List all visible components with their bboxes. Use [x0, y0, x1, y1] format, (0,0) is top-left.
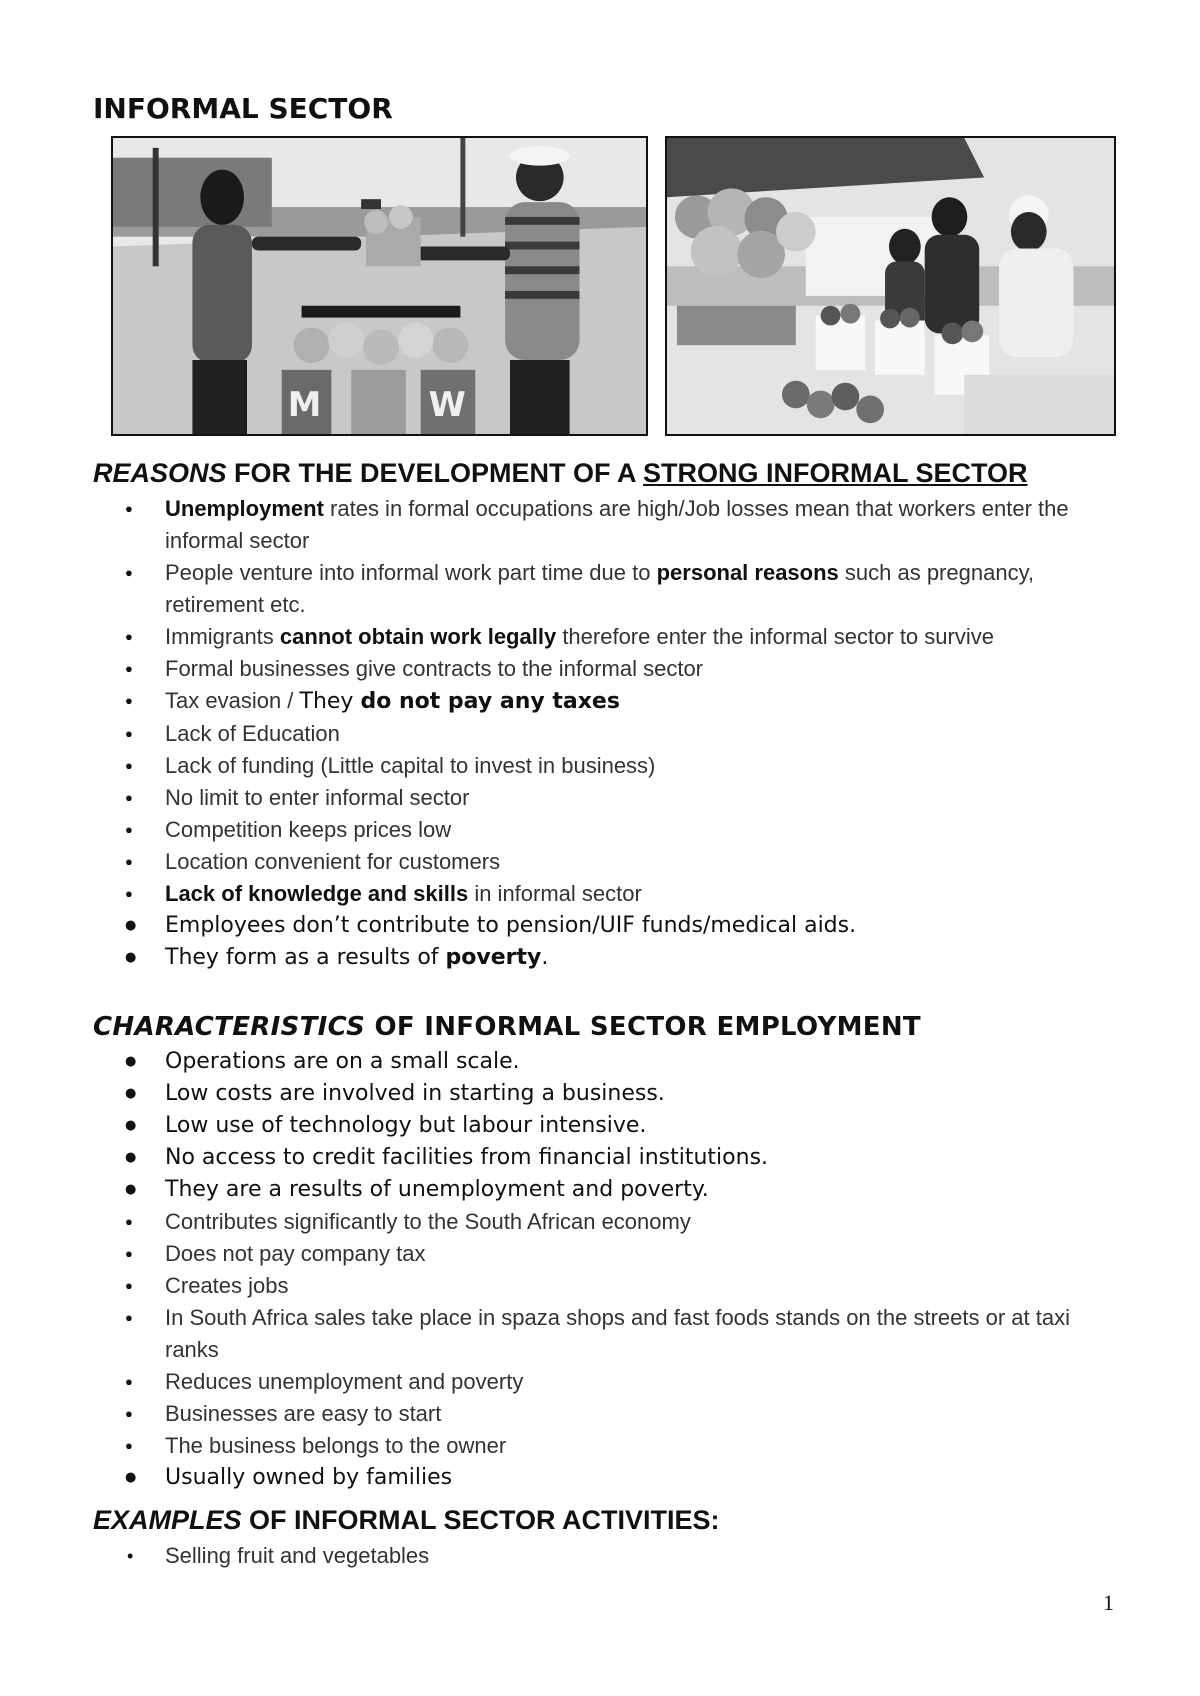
list-item: ● The business belongs to the owner — [0, 1430, 1105, 1462]
list-item: ● Immigrants cannot obtain work legally therefore enter the informal sector to survive — [0, 621, 1105, 653]
reasons-heading-middle: FOR THE DEVELOPMENT OF A — [226, 458, 644, 488]
page-title: INFORMAL SECTOR — [93, 92, 393, 125]
characteristics-list — [0, 1046, 1105, 1494]
list-item: ● No access to credit facilities from financial institutions. — [0, 1142, 1105, 1174]
characteristics-heading-rest: OF INFORMAL SECTOR EMPLOYMENT — [365, 1012, 921, 1042]
list-item: ● Contributes significantly to the South African economy — [0, 1206, 1105, 1238]
page-number: 1 — [1103, 1590, 1114, 1615]
market-stall-photo — [665, 136, 1116, 436]
examples-heading-rest: OF INFORMAL SECTOR ACTIVITIES: — [241, 1505, 720, 1535]
list-item: ● Operations are on a small scale. — [0, 1046, 1105, 1078]
reasons-heading-underlined: STRONG INFORMAL SECTOR — [643, 458, 1028, 488]
list-item: • Selling fruit and vegetables — [0, 1540, 1105, 1572]
list-item: ● Low costs are involved in starting a business. — [0, 1078, 1105, 1110]
list-item: ● Lack of knowledge and skills in informal sector — [0, 878, 1105, 910]
list-item: ● Unemployment rates in formal occupations are high/Job losses mean that workers enter the informal sector — [0, 493, 1105, 557]
list-item: ● Lack of Education — [0, 718, 1105, 750]
list-item: ● No limit to enter informal sector — [0, 782, 1105, 814]
reasons-heading — [93, 458, 1028, 489]
list-item: ● They are a results of unemployment and poverty. — [0, 1174, 1105, 1206]
examples-list — [0, 1540, 1105, 1572]
list-item: ● Location convenient for customers — [0, 846, 1105, 878]
list-item: ● Employees don’t contribute to pension/UIF funds/medical aids. — [0, 910, 1105, 942]
examples-heading-italic: EXAMPLES — [93, 1505, 242, 1535]
list-item: ● Usually owned by families — [0, 1462, 1105, 1494]
reasons-list — [0, 493, 1105, 974]
list-item: ● They form as a results of poverty. — [0, 942, 1105, 974]
list-item: ● People venture into informal work part time due to personal reasons such as pregnancy, retirement etc. — [0, 557, 1105, 621]
list-item: ● Businesses are easy to start — [0, 1398, 1105, 1430]
list-item: ● Tax evasion / They do not pay any taxes — [0, 685, 1105, 718]
svg-text:M: M — [287, 385, 322, 425]
characteristics-heading — [93, 1012, 921, 1042]
characteristics-heading-italic: CHARACTERISTICS — [93, 1012, 366, 1042]
list-item: ● Reduces unemployment and poverty — [0, 1366, 1105, 1398]
svg-text:W: W — [428, 385, 466, 425]
examples-heading — [93, 1505, 720, 1536]
list-item: ● In South Africa sales take place in spaza shops and fast foods stands on the streets or at taxi ranks — [0, 1302, 1105, 1366]
list-item: ● Creates jobs — [0, 1270, 1105, 1302]
list-item: ● Formal businesses give contracts to the informal sector — [0, 653, 1105, 685]
list-item: ● Competition keeps prices low — [0, 814, 1105, 846]
reasons-heading-italic: REASONS — [93, 458, 227, 488]
list-item: ● Lack of funding (Little capital to invest in business) — [0, 750, 1105, 782]
list-item: ● Low use of technology but labour intensive. — [0, 1110, 1105, 1142]
roadside-vendor-photo — [111, 136, 648, 436]
list-item: ● Does not pay company tax — [0, 1238, 1105, 1270]
